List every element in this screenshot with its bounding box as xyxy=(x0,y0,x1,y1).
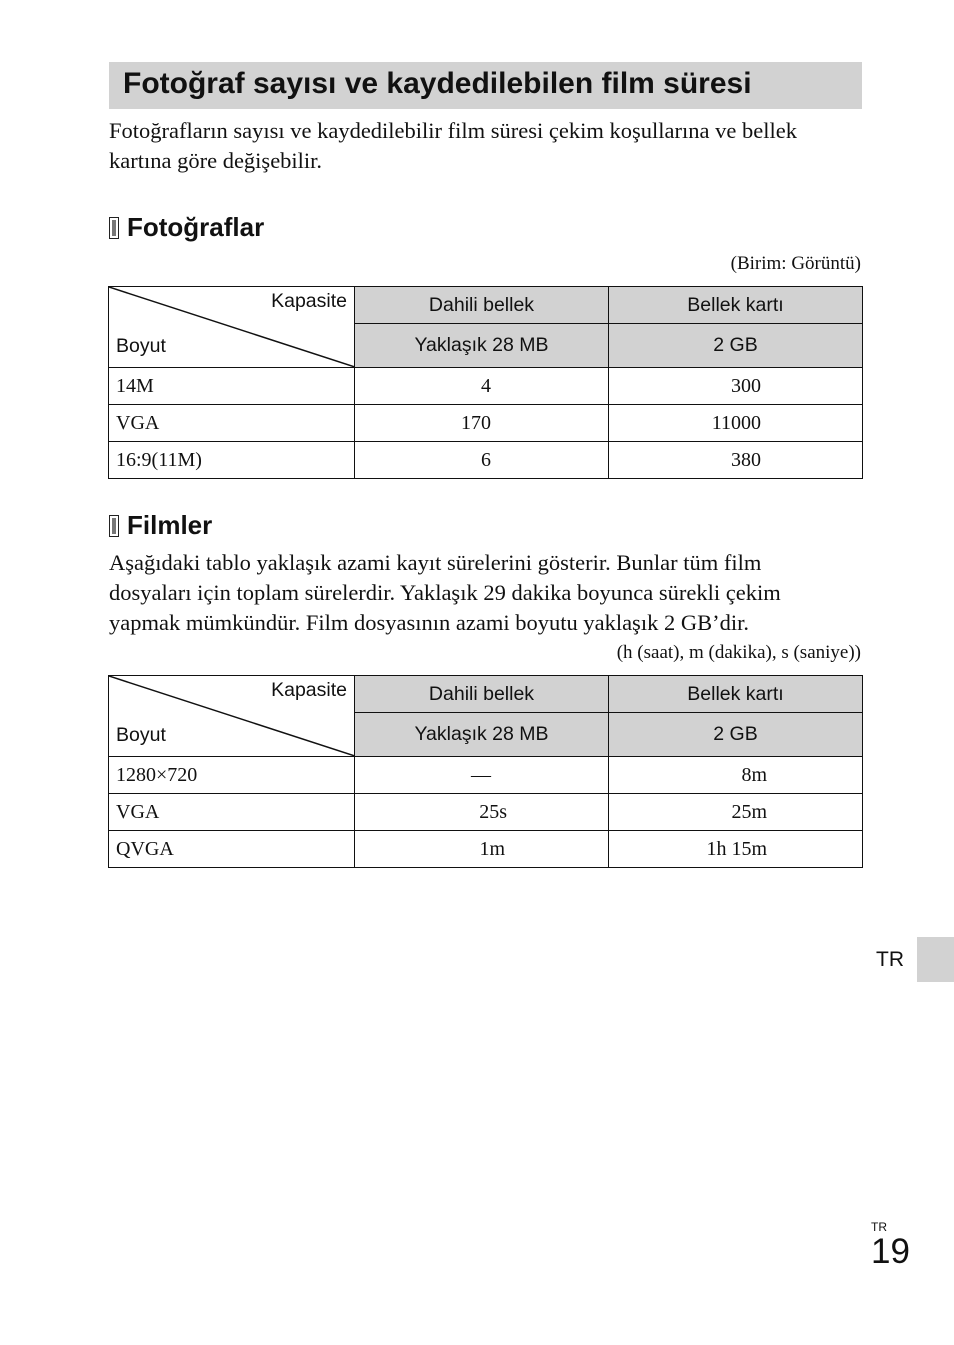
card-value: 11000 xyxy=(609,405,863,442)
photos-heading xyxy=(109,212,264,243)
table-row xyxy=(109,831,863,868)
internal-value: 170 xyxy=(355,405,609,442)
table-row xyxy=(109,442,863,479)
page-title: Fotoğraf sayısı ve kaydedilebilen film süresi xyxy=(123,67,752,100)
movies-desc-line: yapmak mümkündür. Film dosyasının azami boyutu yaklaşık 2 GB’dir. xyxy=(109,610,749,635)
intro-line: kartına göre değişebilir. xyxy=(109,148,323,173)
row-label: 14M xyxy=(109,368,355,405)
intro-paragraph xyxy=(109,116,869,176)
card-value: 380 xyxy=(609,442,863,479)
page-number: 19 xyxy=(871,1232,910,1271)
photos-table xyxy=(108,286,863,479)
capacity-label: Kapasite xyxy=(271,290,347,312)
photos-heading-text: Fotoğraflar xyxy=(127,212,265,242)
table-corner-cell xyxy=(109,676,355,757)
movies-desc-line: dosyaları için toplam sürelerdir. Yaklaşık 29 dakika boyunca sürekli çekim xyxy=(109,580,781,605)
header-card: Bellek kartı xyxy=(609,676,863,713)
side-tab-label: TR xyxy=(876,948,904,971)
movies-heading-text: Filmler xyxy=(127,510,213,540)
card-value: 25m xyxy=(609,794,863,831)
movies-desc-line: Aşağıdaki tablo yaklaşık azami kayıt sürelerini gösterir. Bunlar tüm film xyxy=(109,550,762,575)
section-marker-icon xyxy=(109,217,119,239)
header-internal: Dahili bellek xyxy=(355,287,609,324)
movies-description xyxy=(109,548,869,638)
internal-value: 6 xyxy=(355,442,609,479)
row-label: VGA xyxy=(109,405,355,442)
header-card-sub: 2 GB xyxy=(609,713,863,757)
capacity-label: Kapasite xyxy=(271,679,347,701)
movies-table xyxy=(108,675,863,868)
row-label: 16:9(11M) xyxy=(109,442,355,479)
header-card-sub: 2 GB xyxy=(609,324,863,368)
header-internal-sub: Yaklaşık 28 MB xyxy=(355,713,609,757)
row-label: QVGA xyxy=(109,831,355,868)
section-marker-icon xyxy=(109,515,119,537)
card-value: 300 xyxy=(609,368,863,405)
intro-line: Fotoğrafların sayısı ve kaydedilebilir film süresi çekim koşullarına ve bellek xyxy=(109,118,797,143)
card-value: 1h 15m xyxy=(609,831,863,868)
size-label: Boyut xyxy=(116,724,166,746)
side-tab xyxy=(917,937,954,982)
table-row xyxy=(109,794,863,831)
photos-unit-note: (Birim: Görüntü) xyxy=(730,253,861,274)
title-bar xyxy=(109,62,862,109)
row-label: VGA xyxy=(109,794,355,831)
table-row xyxy=(109,405,863,442)
movies-unit-note: (h (saat), m (dakika), s (saniye)) xyxy=(616,642,861,663)
table-row xyxy=(109,757,863,794)
internal-value: — xyxy=(355,757,609,794)
row-label: 1280×720 xyxy=(109,757,355,794)
internal-value: 1m xyxy=(355,831,609,868)
internal-value: 25s xyxy=(355,794,609,831)
size-label: Boyut xyxy=(116,335,166,357)
header-card: Bellek kartı xyxy=(609,287,863,324)
page-lang-label: TR xyxy=(871,1220,887,1234)
header-internal-sub: Yaklaşık 28 MB xyxy=(355,324,609,368)
table-row xyxy=(109,368,863,405)
movies-heading xyxy=(109,510,212,541)
card-value: 8m xyxy=(609,757,863,794)
table-corner-cell xyxy=(109,287,355,368)
internal-value: 4 xyxy=(355,368,609,405)
header-internal: Dahili bellek xyxy=(355,676,609,713)
